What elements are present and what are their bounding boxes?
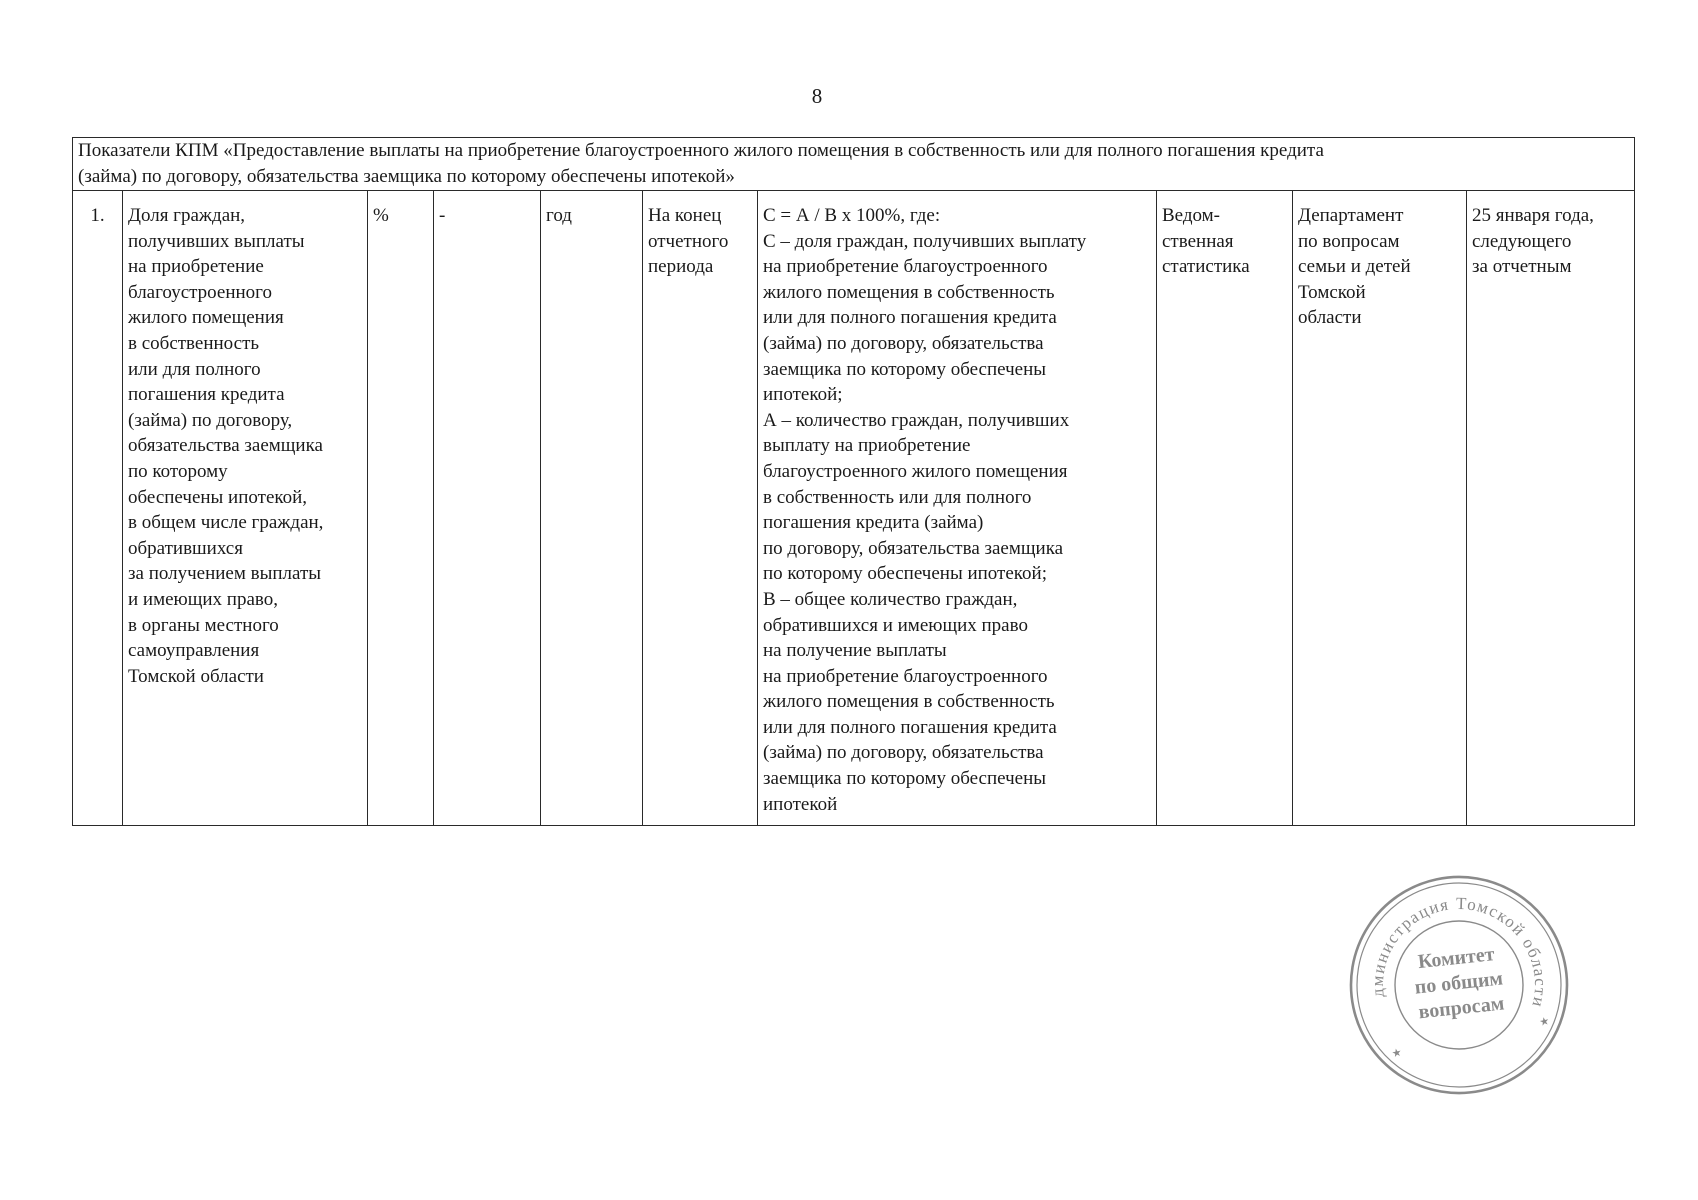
seal-ring-text: Администрация Томской области — [1367, 893, 1551, 1010]
cell-line: в собственность — [128, 332, 260, 354]
cell-line: по которому — [128, 460, 228, 482]
cell-line: в собственность или для полного — [763, 486, 1032, 508]
cell-line: или для полного погашения кредита — [763, 307, 1057, 329]
seal-star-right: ★ — [1538, 1015, 1551, 1029]
cell-line: обязательства заемщика — [128, 435, 323, 457]
indicators-table — [72, 137, 1635, 826]
deadline-cell — [1467, 191, 1635, 826]
dash-cell: - — [434, 191, 541, 826]
cell-line: обратившихся — [128, 537, 243, 559]
cell-line: благоустроенного — [128, 281, 272, 303]
cell-line: (займа) по договору, — [128, 409, 293, 431]
official-seal-stamp — [1346, 872, 1572, 1098]
cell-line: 25 января года, — [1472, 205, 1594, 226]
page-number: 8 — [811, 84, 823, 108]
seal-center-line: вопросам — [1417, 992, 1506, 1024]
cell-line: С = А / В х 100%, где: — [763, 205, 941, 226]
cell-line: заемщика по которому обеспечены — [763, 768, 1047, 790]
cell-line: жилого помещения — [128, 307, 284, 329]
cell-line: ипотекой; — [763, 384, 843, 406]
section-title — [73, 138, 1635, 191]
cell-line: области — [1298, 307, 1362, 329]
indicator-name — [123, 191, 368, 826]
cell-line: и имеющих право, — [128, 588, 278, 610]
cell-line: за отчетным — [1472, 256, 1572, 278]
cell-line: (займа) по договору, обязательства — [763, 742, 1044, 764]
cell-line: периода — [648, 256, 714, 278]
cell-line: выплату на приобретение — [763, 435, 971, 457]
table-row — [73, 191, 1635, 826]
cell-line: погашения кредита — [128, 384, 285, 406]
cell-line: за получением выплаты — [128, 563, 322, 585]
cell-line: в общем числе граждан, — [128, 512, 324, 534]
cell-line: или для полного погашения кредита — [763, 716, 1057, 738]
timing-cell — [643, 191, 758, 826]
cell-line: по договору, обязательства заемщика — [763, 537, 1064, 559]
cell-line: на приобретение — [128, 256, 264, 278]
cell-line: Томской — [1298, 281, 1366, 303]
cell-line: заемщика по которому обеспечены — [763, 358, 1047, 380]
unit-cell: % — [368, 191, 434, 826]
cell-line: На конец — [648, 205, 722, 226]
cell-line: на приобретение благоустроенного — [763, 665, 1048, 687]
cell-line: отчетного — [648, 230, 729, 252]
cell-line: на получение выплаты — [763, 640, 947, 662]
cell-line: Департамент — [1298, 205, 1404, 226]
cell-line: Доля граждан, — [128, 205, 246, 226]
cell-line: в органы местного — [128, 614, 279, 636]
cell-line: (займа) по договору, обязательства — [763, 332, 1044, 354]
cell-line: обеспечены ипотекой, — [128, 486, 308, 508]
cell-line: получивших выплаты — [128, 230, 305, 252]
cell-line: по которому обеспечены ипотекой; — [763, 563, 1047, 585]
cell-line: или для полного — [128, 358, 261, 380]
cell-line: С – доля граждан, получивших выплату — [763, 230, 1087, 252]
seal-center-line: по общим — [1413, 967, 1504, 999]
cell-line: погашения кредита (займа) — [763, 512, 984, 534]
row-number: 1. — [73, 191, 123, 826]
seal-center-line: Комитет — [1416, 943, 1496, 974]
source-cell — [1157, 191, 1293, 826]
cell-line: по вопросам — [1298, 230, 1400, 252]
cell-line: жилого помещения в собственность — [763, 691, 1055, 713]
responsible-cell — [1293, 191, 1467, 826]
cell-line: В – общее количество граждан, — [763, 588, 1018, 610]
cell-line: Томской области — [128, 665, 264, 687]
cell-line: ственная — [1162, 230, 1234, 252]
periodicity-cell: год — [541, 191, 643, 826]
seal-star-left: ★ — [1390, 1046, 1403, 1061]
cell-line: А – количество граждан, получивших — [763, 409, 1070, 431]
cell-line: ипотекой — [763, 793, 838, 815]
cell-line: на приобретение благоустроенного — [763, 256, 1048, 278]
section-header-row — [73, 138, 1635, 191]
cell-line: следующего — [1472, 230, 1572, 252]
cell-line: статистика — [1162, 256, 1250, 278]
cell-line: благоустроенного жилого помещения — [763, 460, 1068, 482]
cell-line: обратившихся и имеющих право — [763, 614, 1028, 636]
formula-cell — [758, 191, 1157, 826]
cell-line: Ведом- — [1162, 205, 1221, 226]
cell-line: самоуправления — [128, 640, 260, 662]
section-title-line: Показатели КПМ «Предоставление выплаты на приобретение благоустроенного жилого помещения в собственность или для полного погашения кредита — [78, 140, 1324, 161]
cell-line: семьи и детей — [1298, 256, 1411, 278]
cell-line: жилого помещения в собственность — [763, 281, 1055, 303]
section-title-line: (займа) по договору, обязательства заемщика по которому обеспечены ипотекой» — [78, 165, 735, 187]
